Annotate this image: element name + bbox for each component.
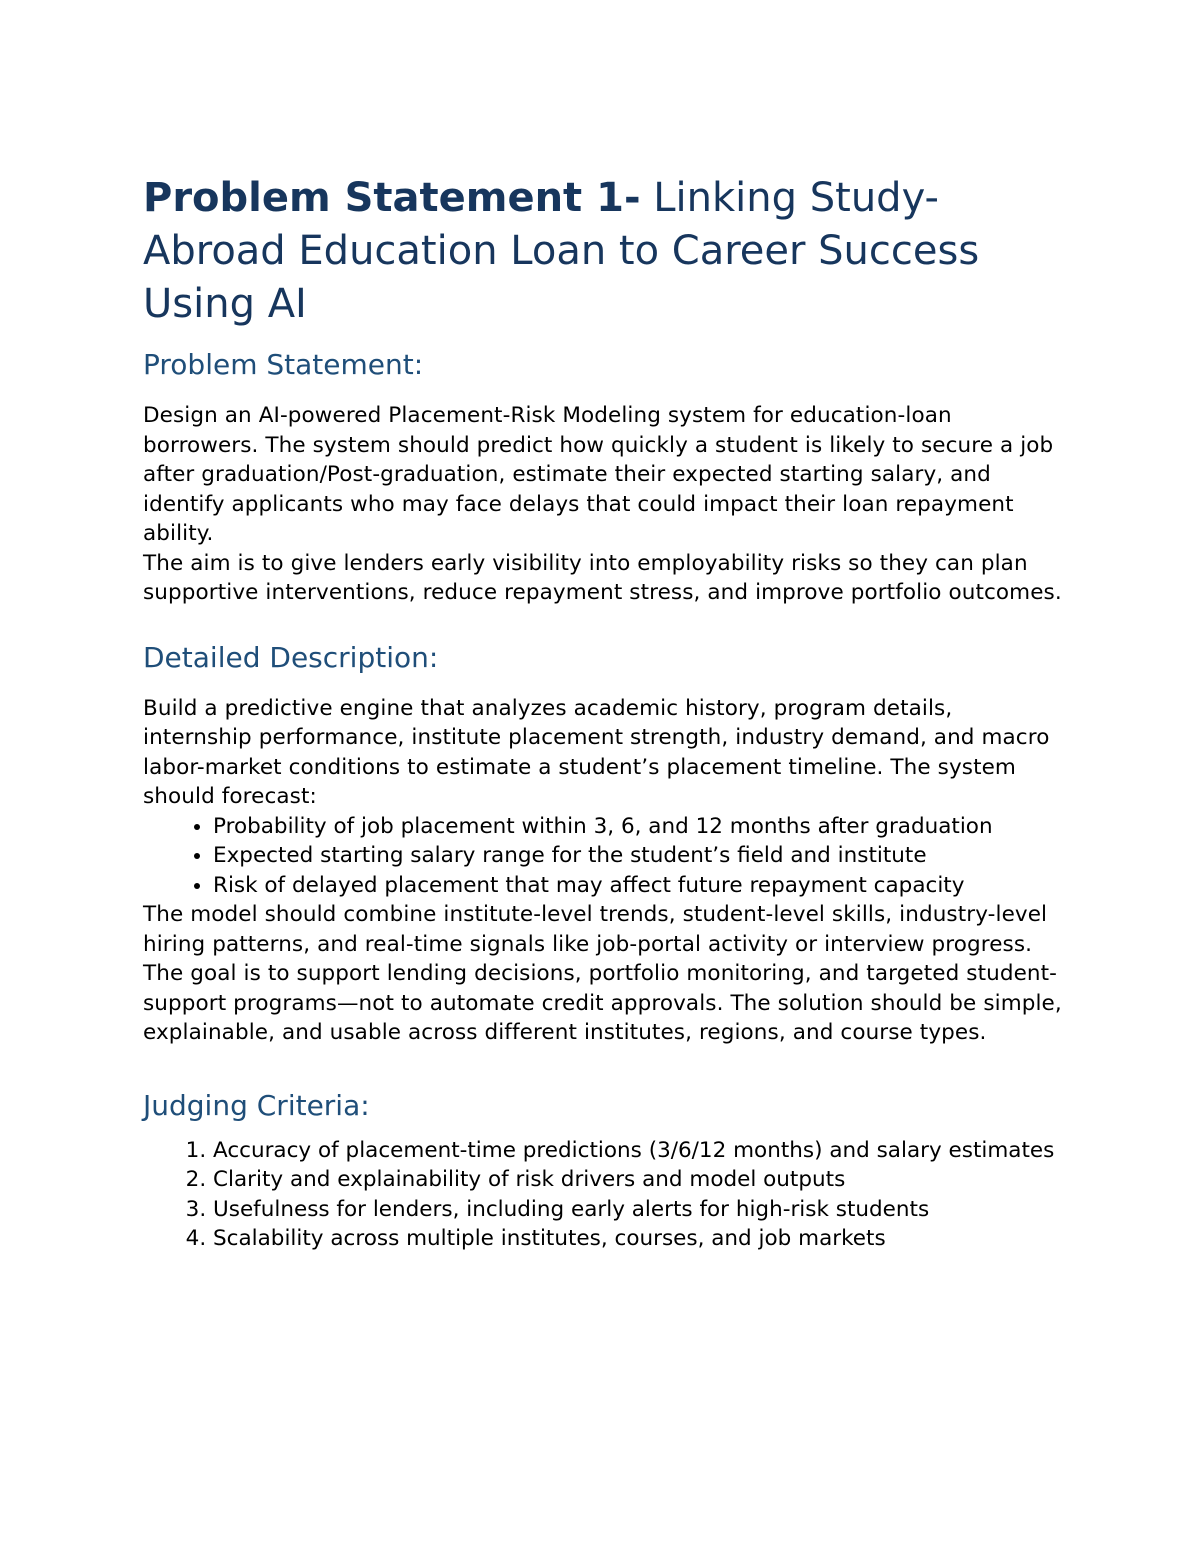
bullet-item: • Probability of job placement within 3, 6, and 12 months after graduation xyxy=(213,812,1063,842)
forecast-bullet-list xyxy=(143,812,1063,901)
criteria-item: 4. Scalability across multiple institutes, courses, and job markets xyxy=(213,1224,1063,1254)
problem-statement-paragraph-1: Design an AI-powered Placement-Risk Modeling system for education-loan borrowers. The system should predict how quickly a student is likely to secure a job after graduation/Post-graduation, estimate their expected starting salary, and identify applicants who may face delays that could impact their loan repayment ability. xyxy=(143,403,1054,546)
problem-statement-paragraph-2: The aim is to give lenders early visibility into employability risks so they can plan supportive interventions, reduce repayment stress, and improve portfolio outcomes. xyxy=(143,550,1062,605)
bullet-item: • Risk of delayed placement that may affect future repayment capacity xyxy=(213,871,1063,901)
problem-statement-heading: Problem Statement: xyxy=(143,348,424,381)
detailed-description-closing: The model should combine institute-level trends, student-level skills, industry-level hiring patterns, and real-time signals like job-portal activity or interview progress. The goal is to support lending decisions, portfolio monitoring, and targeted student-support programs—not to automate credit approvals. The solution should be simple, explainable, and usable across different institutes, regions, and course types. xyxy=(143,902,1062,1045)
judging-criteria-list xyxy=(143,1136,1063,1254)
criteria-item: 1. Accuracy of placement-time predictions (3/6/12 months) and salary estimates xyxy=(213,1136,1063,1166)
title-bold: Problem Statement 1- xyxy=(143,175,641,221)
detailed-description-heading: Detailed Description: xyxy=(143,640,439,674)
title-rest: Linking Study-Abroad Education Loan to Career Success Using AI xyxy=(143,175,980,327)
detailed-description-intro: Build a predictive engine that analyzes academic history, program details, internship performance, institute placement strength, industry demand, and macro labor-market conditions to estimate a student’s placement timeline. The system should forecast: xyxy=(143,695,1050,809)
document-page xyxy=(143,172,1063,1254)
document-title xyxy=(143,172,1063,331)
bullet-item: • Expected starting salary range for the student’s field and institute xyxy=(213,841,1063,871)
criteria-item: 3. Usefulness for lenders, including early alerts for high-risk students xyxy=(213,1195,1063,1225)
criteria-item: 2. Clarity and explainability of risk drivers and model outputs xyxy=(213,1165,1063,1195)
judging-criteria-heading: Judging Criteria: xyxy=(143,1088,370,1122)
